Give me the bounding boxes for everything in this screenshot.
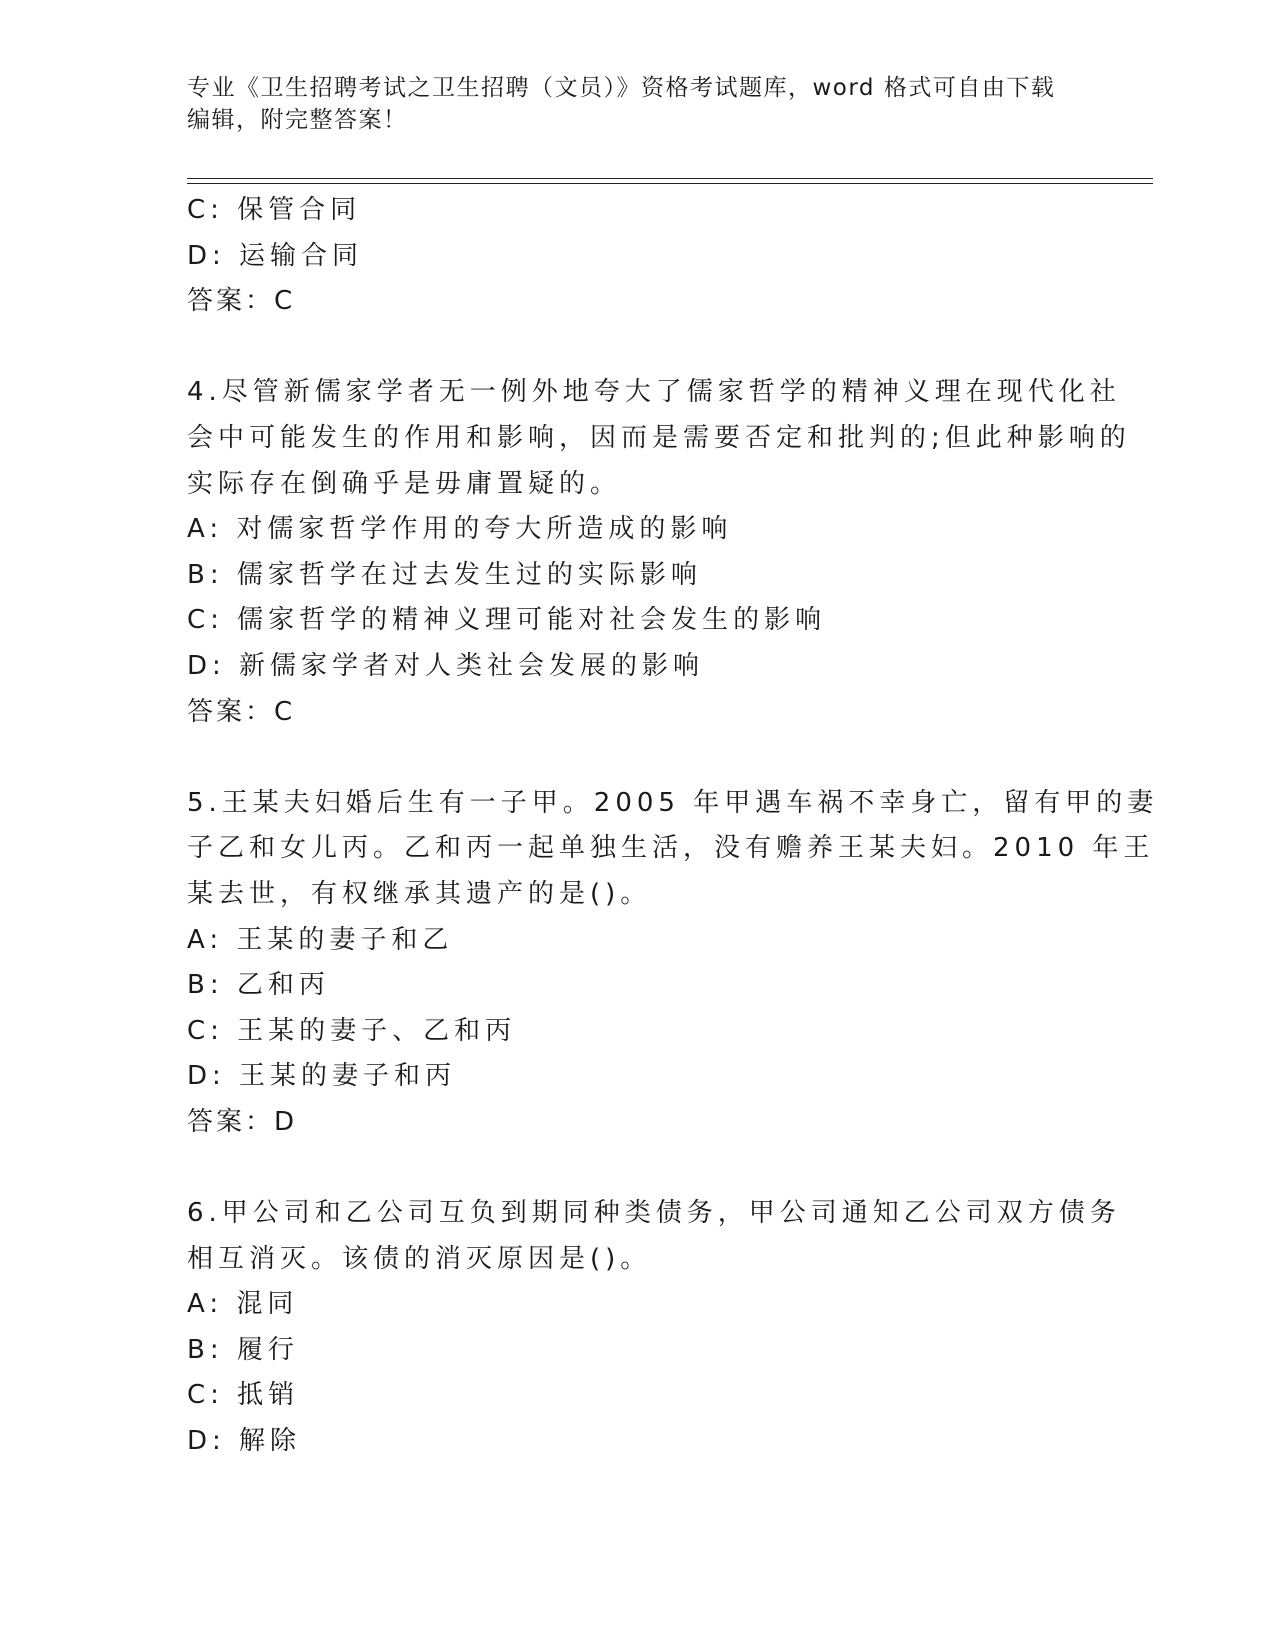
answer-line	[187, 1100, 1087, 1146]
question-stem: 4.尽管新儒家学者无一例外地夸大了儒家哲学的精神义理在现代化社	[187, 377, 1121, 408]
option-c: C: 王某的妻子、乙和丙	[187, 1015, 517, 1046]
answer-label: 答案：	[187, 1106, 275, 1137]
header-line-2: 编辑，附完整答案！	[187, 107, 408, 133]
document-header	[187, 72, 1087, 136]
question-stem: 5.王某夫妇婚后生有一子甲。2005 年甲遇车祸不幸身亡，留有甲的妻	[187, 787, 1159, 818]
option-b: B: 乙和丙	[187, 970, 330, 1001]
option-d: D: 运输合同	[187, 240, 364, 271]
spacer	[187, 325, 1087, 371]
option-d: D: 王某的妻子和丙	[187, 1061, 457, 1092]
question-stem: 会中可能发生的作用和影响，因而是需要否定和批判的;但此种影响的	[187, 422, 1131, 453]
option-c: C: 抵销	[187, 1380, 300, 1411]
answer-line	[187, 690, 1087, 736]
answer-value: D	[274, 1106, 298, 1137]
question-4	[187, 370, 1131, 735]
spacer	[187, 735, 1087, 781]
answer-line	[187, 279, 1087, 325]
answer-value: C	[274, 696, 296, 727]
option-d: D: 解除	[187, 1426, 302, 1457]
option-b: B: 履行	[187, 1334, 299, 1365]
question-stem: 实际存在倒确乎是毋庸置疑的。	[187, 468, 622, 499]
question-5	[187, 781, 1159, 1146]
question-stem: 6.甲公司和乙公司互负到期同种类债务，甲公司通知乙公司双方债务	[187, 1198, 1121, 1229]
option-c: C: 儒家哲学的精神义理可能对社会发生的影响	[187, 605, 827, 636]
question-6	[187, 1191, 1121, 1465]
option-a: A: 王某的妻子和乙	[187, 924, 454, 955]
question-list	[187, 188, 1159, 1465]
question-stem: 某去世，有权继承其遗产的是()。	[187, 878, 652, 909]
option-d: D: 新儒家学者对人类社会发展的影响	[187, 650, 705, 681]
question-stem: 子乙和女儿丙。乙和丙一起单独生活，没有赡养王某夫妇。2010 年王	[187, 833, 1155, 864]
question-3	[187, 188, 1087, 325]
header-line-1: 专业《卫生招聘考试之卫生招聘（文员）》资格考试题库，word 格式可自由下载	[187, 75, 1056, 101]
header-divider-bottom	[187, 183, 1153, 184]
answer-label: 答案：	[187, 286, 275, 317]
option-a: A: 混同	[187, 1289, 299, 1320]
spacer	[187, 1145, 1087, 1191]
option-c: C: 保管合同	[187, 195, 362, 225]
header-divider-top	[187, 178, 1153, 179]
question-stem: 相互消灭。该债的消灭原因是()。	[187, 1243, 652, 1274]
answer-label: 答案：	[187, 696, 275, 727]
answer-value: C	[274, 286, 296, 317]
option-a: A: 对儒家哲学作用的夸大所造成的影响	[187, 514, 733, 545]
option-b: B: 儒家哲学在过去发生过的实际影响	[187, 559, 702, 590]
